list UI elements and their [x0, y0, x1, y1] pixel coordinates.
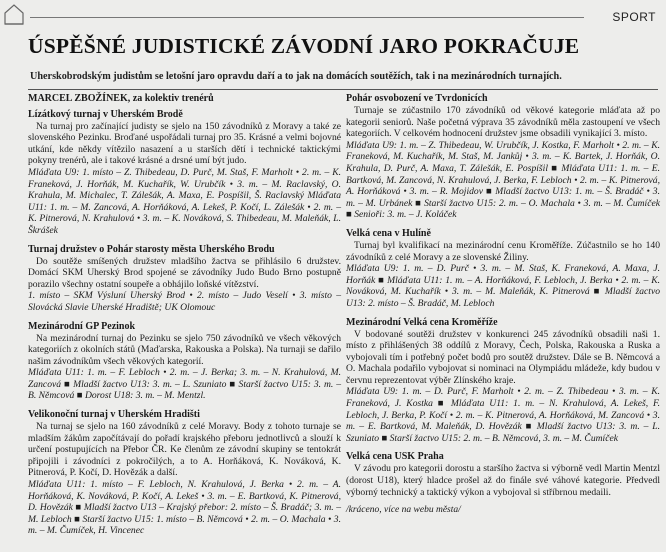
byline-role: , za kolektiv trenérů — [127, 93, 214, 104]
section-results: 1. místo – SKM Výsluní Uherský Brod • 2. místo – Judo Veselí • 3. místo – Slovácká Slavie Uherské Hradiště; UK Olomouc — [28, 290, 341, 313]
section-title: Pohár osvobození ve Tvrdonicích — [346, 93, 488, 104]
section-results: Mláďata U9: 1. m. – D. Purč • 3. m. – M. Staš, K. Franeková, A. Maxa, J. Horňák ■ Mláďata U11: 1. m. – A. Horňáková, F. Lebloch, J. Berka • 2. m. – K. Nováková, M. Kuchařík • 3. m. – M. Maleňák, K. Pitnerová ■ Mladší žactvo U13: 2. místo – Š. Bradáč, M. Lebloch — [346, 263, 660, 309]
section-results: Mláďata U11: 1. m. – F. Lebloch • 2. m. – J. Berka; 3. m. – N. Krahulová, M. Zancová ■ Mladší žactvo U13: 3. m. – L. Szuniato ■ Starší žactvo U15: 3. m. – B. Němcová ■ Dorost U18: 3. m. – M. Mentzl. — [28, 367, 341, 402]
section-label: SPORT — [612, 10, 656, 24]
article-section — [28, 321, 341, 403]
article-section — [28, 109, 341, 237]
byline-author: MARCEL ZBOŽÍNEK — [28, 93, 128, 104]
section-title: Mezinárodní Velká cena Kroměříže — [346, 316, 498, 328]
header-rule — [30, 17, 584, 18]
footnote: /kráceno, více na webu města/ — [346, 505, 461, 516]
article-lead: Uherskobrodským judistům se letošní jaro opravdu daří a to jak na domácích soutěžích, tak i na mezinárodních turnajích. — [30, 71, 562, 82]
section-title: Velká cena v Hulíně — [346, 227, 431, 239]
article-headline: ÚSPĚŠNÉ JUDISTICKÉ ZÁVODNÍ JARO POKRAČUJE — [28, 34, 580, 58]
article-section — [28, 409, 341, 537]
section-results: Mláďata U9: 1. m. – D. Purč, F. Marholt • 2. m. – Z. Thibedeau • 3. m. – K. Franeková, J. Kostka ■ Mláďata U11: 1. m. – N. Krahulová, A. Lekeš, F. Lebloch, J. Berka, P. Kočí • 2. m. – K. Pitnerová, A. Horňáková, M. Zancová • 3. m. – E. Bartková, M. Maleňák, D. Hovězák ■ Mladší žactvo U13: 3. m. – L. Szuniato ■ Starší žactvo U15: 2. m. – B. Němcová, 3. m. – M. Čumíček — [346, 386, 660, 444]
section-results: Mláďata U11: 1. místo – F. Lebloch, N. Krahulová, J. Berka • 2. m. – A. Horňáková, K. Nováková, P. Kočí, A. Lekeš • 3. m. – E. Bartková, K. Pitnerová, D. Hovězák ■ Mladší žactvo U13 – Krajský přebor: 2. místo – Š. Bradáč; 3. m. – M. Lebloch ■ Starší žactvo U15: 1. místo – B. Němcová • 2. m. – O. Machala • 3. m. – M. Čumíček, H. Vincenec — [28, 479, 341, 537]
section-text: Do soutěže smíšených družstev mladšího žactva se přihlásilo 6 družstev. Domácí SKM Uherský Brod spojené se závodníky Judo Budo Brno postupně porazilo všechny ostatní soupeře a obhájilo loňské vítězství. — [28, 255, 341, 290]
section-title: Mezinárodní GP Pezinok — [28, 320, 136, 332]
section-text: Turnaje se zúčastnilo 170 závodníků od věkové kategorie mláďata až po kategorii seniorů. Naše početná výprava 35 závodníků měla zastoupení ve všech kategoriích. V celkovém hodnocení družstev jsme obsadili vynikající 3. místo. — [346, 105, 660, 140]
left-column — [28, 93, 341, 545]
section-title: Velikonoční turnaj v Uherském Hradišti — [28, 409, 200, 421]
section-text: Na turnaj pro začínající judisty se sjelo na 150 závodníků z Moravy a také ze slovenského Pezinku. Broďané uspořádali turnaj pro 35. Krásné a velmi bojovné utkání, kde někdy vítězilo nasazení a u starších dětí i technické taktickými pokyny trenérů, ale i takové krásné a drsné umí být judo. — [28, 120, 341, 167]
section-text: V závodu pro kategorii dorostu a staršího žactva si výborně vedl Martin Mentzl (dorost U18), který hladce prošel až do finále své váhové kategorie. Předvedl výborný technický a taktický výkon a vybojoval si stříbrnou medaili. — [346, 463, 660, 498]
article-section — [346, 93, 660, 221]
section-text: Na mezinárodní turnaj do Pezinku se sjelo 750 závodníků ve všech věkových kategoriích z okolních států (Maďarska, Rakouska a Polska). Na turnaji se dařilo našim závodníkům všech věkových kategorií. — [28, 332, 341, 367]
section-title: Turnaj družstev o Pohár starosty města Uherského Brodu — [28, 243, 275, 255]
page-header — [0, 0, 666, 30]
home-icon — [2, 2, 26, 26]
section-results: Mláďata U9: 1. m. – Z. Thibedeau, W. Urubčík, J. Kostka, F. Marholt • 2. m. – K. Franeková, M. Kuchařík, M. Staš, M. Jankůj • 3. m. – K. Bartek, J. Horňák, O. Krahula, D. Purč, A. Maxa, T. Zálešák, E. Pospíšil ■ Mláďata U11: 1. m. – E. Bartková, M. Zancová, N. Krahulová, J. Berka, F. Lebloch • 2. m. – K. Pitnerová, A. Horňáková • 3. m. – R. Mojidov ■ Mladší žactvo U13: 1. m. – Š. Bradáč • 3. m. – M. Urbánek ■ Starší žactvo U15: 2. m. – O. Machala • 3. m. – M. Čumíček ■ Senioři: 3. m. – J. Koláček — [346, 139, 660, 221]
article-section — [346, 228, 660, 310]
section-text: V bodované soutěži družstev v konkurenci 245 závodníků obsadili naši 1. místo z přihlášených 38 oddílů z Moravy, Čech, Polska, Rakouska a Ruska a vybojovali tím i potřebný počet bodů pro soutěž družstev. Dále se B. Němcová a O. Machala podařilo vybojovat si nominaci na Olympiádu mládeže, kdy budou v červnu reprezentovat výběr Zlínského kraje. — [346, 328, 660, 386]
byline — [28, 93, 341, 105]
section-results: Mláďata U9: 1. místo – Z. Thibedeau, D. Purč, M. Staš, F. Marholt • 2. m. – K. Franeková, J. Horňák, M. Kuchařík, W. Urubčík • 3. m. – M. Raclavský, O. Krahula, M. Michalec, T. Zálešák, A. Maxa, E. Pospíšil, Š. Raclavský Mláďata U11: 1. m. – M. Zancová, A. Horňáková, A. Lekeš, P. Kočí, L. Zálešák • 2. m. – K. Pitnerová, N. Krahulová • 3. m. – K. Nováková, S. Thibedeau, M. Maleňák, L. Škrášek — [28, 166, 341, 236]
right-column — [346, 93, 660, 517]
lead-divider — [28, 89, 658, 90]
section-text: Turnaj byl kvalifikací na mezinárodní cenu Kroměříže. Zúčastnilo se ho 140 závodníků z celé Moravy a ze slovenské Žiliny. — [346, 239, 660, 263]
section-title: Lízátkový turnaj v Uherském Brodě — [28, 108, 183, 120]
section-text: Na turnaj se sjelo na 160 závodníků z celé Moravy. Body z tohoto turnaje se mladším žákům započítávají do pořadí krajského přeboru jednotlivců a slouží k určení postupujících na Přebor ČR. Ke členům ze závodní skupiny se tentokrát připojili i závodníci z pokročilých, a to A. Horňáková, K. Nováková, K. Pitnerová, P. Kočí, D. Hovězák a další. — [28, 421, 341, 479]
article-section — [346, 317, 660, 445]
article-section — [346, 451, 660, 498]
section-title: Velká cena USK Praha — [346, 451, 444, 463]
article-section — [28, 244, 341, 314]
